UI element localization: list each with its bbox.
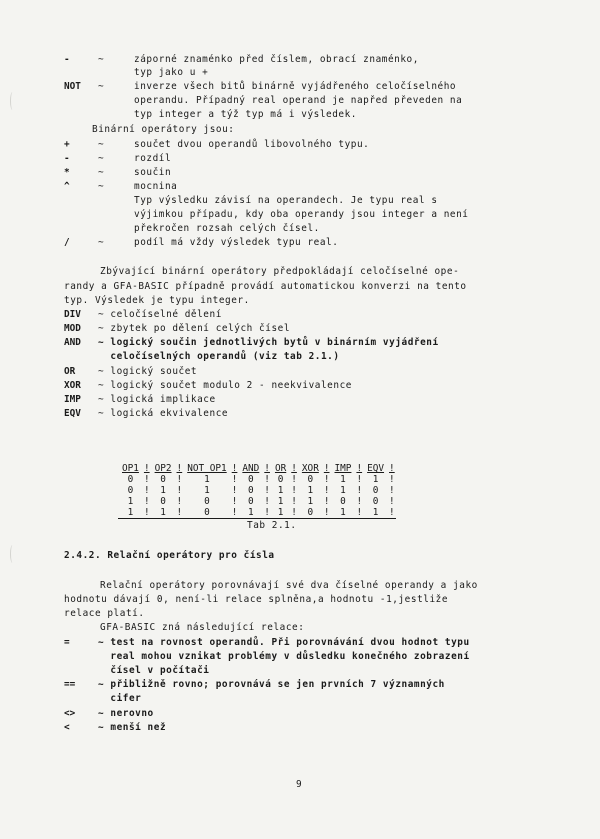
text-line: ~ test na rovnost operandů. Při porovnávání dvou hodnot typu bbox=[98, 637, 470, 648]
text-line: překročen rozsah celých čísel. bbox=[134, 223, 320, 234]
table-cell: 1 bbox=[271, 507, 290, 519]
text-line: ~ logický součet modulo 2 - neekvivalence bbox=[98, 380, 352, 391]
text-line: rozdíl bbox=[134, 153, 172, 164]
table-cell: 0 bbox=[307, 474, 314, 485]
operator-or: OR bbox=[64, 366, 76, 377]
text-line: podíl má vždy výsledek typu real. bbox=[134, 237, 339, 248]
column-header: OP2 bbox=[154, 463, 172, 474]
operator-power: ^ bbox=[64, 181, 70, 192]
text-line: ~ celočíselné dělení bbox=[98, 309, 222, 320]
table-header-row: OP1 ! OP2 ! NOT OP1 ! AND ! OR ! XOR ! IMP ! EQV ! bbox=[118, 463, 396, 474]
table-cell: 0 bbox=[160, 474, 166, 485]
text-line: celočíselných operandů (viz tab 2.1.) bbox=[98, 351, 340, 362]
column-header: OP1 bbox=[122, 463, 139, 474]
text-line: ~ logický součet bbox=[98, 366, 198, 377]
operator-eqv: EQV bbox=[64, 408, 81, 419]
section-heading: 2.4.2. Relační operátory pro čísla bbox=[64, 550, 275, 561]
operator-minus: - bbox=[64, 153, 70, 164]
table-cell: 0 bbox=[277, 474, 284, 485]
operator-div: DIV bbox=[64, 309, 81, 320]
operator-not: NOT bbox=[64, 81, 81, 92]
table-row: 1 ! 0 ! 0 ! 0 ! 1 ! 1 ! 0 ! 0 ! bbox=[118, 496, 396, 507]
table-cell: 0 bbox=[127, 485, 134, 496]
table-cell: 0 bbox=[340, 496, 346, 507]
table-caption: Tab 2.1. bbox=[247, 520, 297, 531]
table-cell: 1 bbox=[372, 474, 379, 485]
table-cell: 0 bbox=[248, 496, 254, 507]
operator-not-equal: <> bbox=[64, 708, 76, 719]
text-line: ~ přibližně rovno; porovnává se jen prvních 7 významných bbox=[98, 679, 445, 690]
margin-mark bbox=[10, 92, 15, 110]
operator-approx-equal: == bbox=[64, 679, 76, 690]
paragraph-line: GFA-BASIC zná následující relace: bbox=[100, 622, 305, 633]
operator-minus: - bbox=[64, 54, 70, 65]
table-cell: 1 bbox=[340, 474, 346, 485]
operator-imp: IMP bbox=[64, 394, 81, 405]
table-cell: 1 bbox=[118, 507, 143, 519]
column-header: AND bbox=[242, 463, 260, 474]
text-line: inverze všech bitů binárně vyjádřeného celočíselného bbox=[134, 81, 457, 92]
paragraph-line: randy a GFA-BASIC případně provádí automatickou konverzi na tento bbox=[64, 281, 467, 292]
binary-heading: Binární operátory jsou: bbox=[92, 124, 235, 135]
column-header: OR bbox=[274, 463, 287, 474]
page-number: 9 bbox=[296, 779, 303, 790]
table-cell: 1 bbox=[340, 485, 346, 496]
paragraph-line: relace platí. bbox=[64, 608, 145, 619]
text-line: ~ nerovno bbox=[98, 708, 154, 719]
text-line: záporné znaménko před číslem, obrací znaménko, bbox=[134, 54, 419, 65]
table-cell: 0 bbox=[372, 485, 379, 496]
table-cell: 1 bbox=[238, 507, 263, 519]
table-cell: 0 bbox=[127, 474, 134, 485]
column-header: XOR bbox=[301, 463, 319, 474]
table-cell: 1 bbox=[204, 485, 210, 496]
text-line: ~ logická implikace bbox=[98, 394, 216, 405]
text-line: typ integer a týž typ má i výsledek. bbox=[134, 109, 357, 120]
table-cell: 0 bbox=[298, 507, 323, 519]
paragraph-line: Zbývající binární operátory předpokládají celočíselné ope- bbox=[100, 266, 460, 277]
operator-and: AND bbox=[64, 337, 81, 348]
column-header: NOT OP1 bbox=[187, 463, 227, 474]
operator-plus: + bbox=[64, 139, 70, 150]
paragraph-line: hodnotu dávají 0, není-li relace splněna,a hodnotu -1,jestliže bbox=[64, 594, 449, 605]
table-cell: 1 bbox=[127, 496, 134, 507]
text-line: typ jako u + bbox=[134, 67, 209, 78]
table-cell: 0 bbox=[204, 496, 210, 507]
table-cell: 1 bbox=[331, 507, 356, 519]
table-cell: 0 bbox=[183, 507, 231, 519]
table-cell: 1 bbox=[160, 485, 166, 496]
paragraph-line: typ. Výsledek je typu integer. bbox=[64, 295, 250, 306]
table-cell: 1 bbox=[277, 496, 284, 507]
column-header: IMP bbox=[334, 463, 352, 474]
text-line: čísel v počítači bbox=[98, 665, 210, 676]
table-cell: 1 bbox=[277, 485, 284, 496]
text-line: operandu. Případný real operand je napřed převeden na bbox=[134, 95, 463, 106]
tilde: ~ bbox=[98, 54, 104, 65]
tilde: ~ bbox=[98, 181, 104, 192]
tilde: ~ bbox=[98, 81, 104, 92]
tilde: ~ bbox=[98, 153, 104, 164]
table-cell: 1 bbox=[151, 507, 176, 519]
table-row: 0 ! 1 ! 1 ! 0 ! 1 ! 1 ! 1 ! 0 ! bbox=[118, 485, 396, 496]
operator-xor: XOR bbox=[64, 380, 81, 391]
table-cell: 0 bbox=[248, 474, 254, 485]
table-cell: 1 bbox=[307, 496, 314, 507]
text-line: ~ zbytek po dělení celých čísel bbox=[98, 323, 291, 334]
table-cell: 1 bbox=[307, 485, 314, 496]
table-cell: 1 bbox=[204, 474, 210, 485]
tilde: ~ bbox=[98, 167, 104, 178]
text-line: ~ menší než bbox=[98, 722, 167, 733]
operator-equal: = bbox=[64, 637, 70, 648]
text-line: výjimkou případu, kdy oba operandy jsou integer a není bbox=[134, 209, 469, 220]
text-line: ~ logický součin jednotlivých bytů v binárním vyjádření bbox=[98, 337, 439, 348]
tilde: ~ bbox=[98, 237, 104, 248]
table-cell: 0 bbox=[160, 496, 166, 507]
margin-mark bbox=[10, 545, 15, 563]
text-line: Typ výsledku závisí na operandech. Je typu real s bbox=[134, 195, 438, 206]
column-header: EQV bbox=[367, 463, 385, 474]
table-cell: 1 bbox=[363, 507, 388, 519]
text-line: mocnina bbox=[134, 181, 178, 192]
operator-divide: / bbox=[64, 237, 70, 248]
table-cell: 0 bbox=[372, 496, 379, 507]
operator-times: * bbox=[64, 167, 70, 178]
text-line: real mohou vznikat problémy v důsledku konečného zobrazení bbox=[98, 651, 470, 662]
table-cell: 0 bbox=[248, 485, 254, 496]
truth-table bbox=[118, 463, 396, 519]
operator-less-than: < bbox=[64, 722, 70, 733]
table-row: 1 ! 1 ! 0 ! 1 ! 1 ! 0 ! 1 ! 1 ! bbox=[118, 507, 396, 519]
tilde: ~ bbox=[98, 139, 104, 150]
text-line: ~ logická ekvivalence bbox=[98, 408, 229, 419]
text-line: součet dvou operandů libovolného typu. bbox=[134, 139, 370, 150]
operator-mod: MOD bbox=[64, 323, 81, 334]
text-line: součin bbox=[134, 167, 172, 178]
text-line: cifer bbox=[98, 693, 142, 704]
table-row: 0 ! 0 ! 1 ! 0 ! 0 ! 0 ! 1 ! 1 ! bbox=[118, 474, 396, 485]
paragraph-line: Relační operátory porovnávají své dva číselné operandy a jako bbox=[100, 580, 478, 591]
